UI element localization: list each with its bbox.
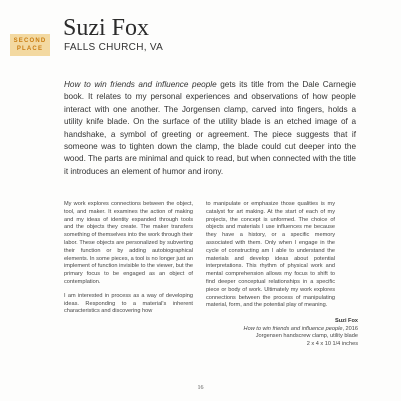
caption-artist: Suzi Fox <box>335 318 358 324</box>
statement-title: How to win friends and influence people <box>64 80 217 89</box>
statement-text: gets its title from the Dale Carnegie book. It relates to my personal experiences and observations of how people interact with one another. The Jorgensen clamp, carved into fingers, holds a utility knife blade. On the surface of the utility blade is an etched image of a handshake, a symbol of greeting or agreement. The piece suggests that if someone was to tighten down the clamp, the blade could cut deeper into the wood. The parts are minimal and quick to read, but when connected with the title it introduces an element of humor and irony. <box>64 80 356 176</box>
badge-line-1: SECOND <box>13 38 47 44</box>
award-badge <box>10 34 50 56</box>
body-column-left <box>64 201 193 322</box>
right-paragraph-1: to manipulate or emphasize those qualities is my catalyst for art making. At the start of each of my projects, the concept is unformed. The choice of objects and materials I use influences me because they have a history, or a specific memory associated with them. Only when I engage in the cycle of constructing am I able to understand the materials and develop ideas about potential interpretations. This rhythm of physical work and mental comprehension allows my focus to shift to find deeper conceptual relationships in a specific piece or body of work. Ultimately my work explores connections between the process of manipulating material, form, and the potential play of meaning. <box>206 201 335 309</box>
artwork-caption <box>244 318 358 348</box>
caption-dimensions: 2 x 4 x 10 1/4 inches <box>306 340 358 347</box>
left-paragraph-1: My work explores connections between the object, tool, and maker. It examines the action of making and my ideas of identity expanded through tools and the objects they create. The maker transfers something of themselves into the work through their labor. These objects are personalized by subverting their function or by adding autobiographical elements. In some pieces, a tool is no longer just an implement of function invisible to the viewer, but the primary focus to be engaged as an object of contemplation. <box>64 201 193 285</box>
page-number: 16 <box>197 385 204 391</box>
body-column-right <box>206 201 335 316</box>
caption-title: How to win friends and influence people <box>243 325 343 332</box>
caption-title-line <box>244 326 358 334</box>
artist-name: Suzi Fox <box>63 15 150 41</box>
caption-materials: Jorgensen handscrew clamp, utility blade <box>255 333 358 340</box>
artist-statement <box>64 79 356 178</box>
caption-year: , 2016 <box>342 325 358 332</box>
left-paragraph-2: I am interested in process as a way of developing ideas. Responding to a material's inherent characteristics and discovering how <box>64 292 193 315</box>
badge-line-2: PLACE <box>16 46 44 52</box>
artist-location: FALLS CHURCH, VA <box>64 42 164 53</box>
